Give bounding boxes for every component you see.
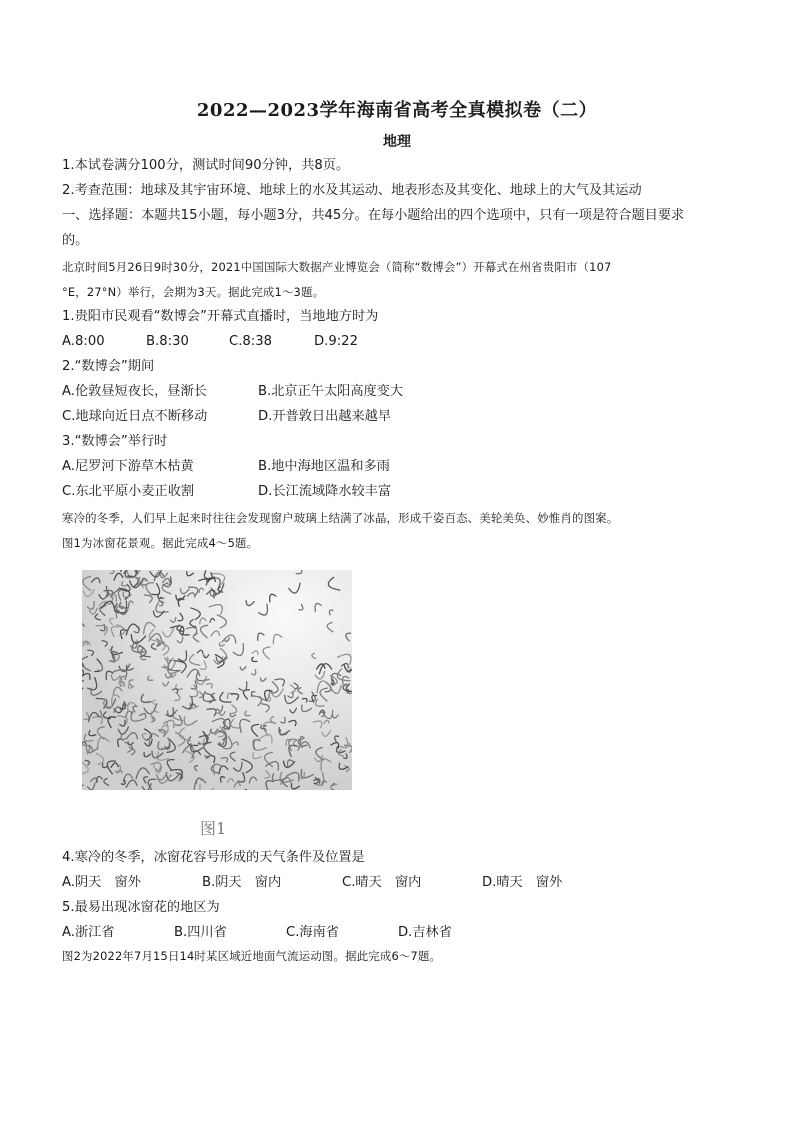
instruction-1: 1.本试卷满分100分，测试时间90分钟，共8页。 bbox=[62, 158, 350, 173]
question-1-option-a: A.8:00 bbox=[62, 334, 105, 349]
question-2-option-b: B.北京正午太阳高度变大 bbox=[258, 384, 404, 399]
frost-pattern-image bbox=[82, 570, 352, 790]
passage-3-line-1: 图2为2022年7月15日14时某区域近地面气流运动图。据此完成6～7题。 bbox=[62, 949, 442, 963]
question-3-option-a: A.尼罗河下游草木枯黄 bbox=[62, 459, 194, 474]
question-4-option-b: B.阴天 窗内 bbox=[202, 875, 282, 890]
question-4-stem: 4.寒冷的冬季，冰窗花容号形成的天气条件及位置是 bbox=[62, 850, 365, 865]
question-1-option-b: B.8:30 bbox=[146, 334, 189, 349]
question-1-stem: 1.贵阳市民观看“数博会”开幕式直播时，当地地方时为 bbox=[62, 309, 379, 324]
question-4-option-c: C.晴天 窗内 bbox=[342, 875, 422, 890]
question-2-stem: 2.“数博会”期间 bbox=[62, 359, 155, 374]
figure-1-caption: 图1 bbox=[200, 819, 227, 838]
passage-1-line-2: °E，27°N）举行，会期为3天。据此完成1～3题。 bbox=[62, 285, 325, 299]
question-2-option-a: A.伦敦昼短夜长，昼渐长 bbox=[62, 384, 207, 399]
question-5-stem: 5.最易出现冰窗花的地区为 bbox=[62, 900, 220, 915]
subject-heading: 地理 bbox=[383, 134, 411, 150]
section-heading: 一、选择题：本题共15小题，每小题3分，共45分。在每小题给出的四个选项中，只有一项是符合题目要求 bbox=[62, 208, 685, 223]
question-2-option-d: D.开普敦日出越来越早 bbox=[258, 409, 392, 424]
instruction-2: 2.考查范围：地球及其宇宙环境、地球上的水及其运动、地表形态及其变化、地球上的大气及其运动 bbox=[62, 183, 642, 198]
question-5-option-a: A.浙江省 bbox=[62, 925, 115, 940]
question-3-option-d: D.长江流域降水较丰富 bbox=[258, 484, 392, 499]
exam-title: 2022—2023学年海南省高考全真模拟卷（二） bbox=[196, 100, 598, 121]
question-3-stem: 3.“数博会”举行时 bbox=[62, 434, 168, 449]
question-2-option-c: C.地球向近日点不断移动 bbox=[62, 409, 208, 424]
question-1-option-d: D.9:22 bbox=[314, 334, 358, 349]
question-4-option-d: D.晴天 窗外 bbox=[482, 875, 563, 890]
question-4-option-a: A.阴天 窗外 bbox=[62, 875, 141, 890]
passage-2-line-2: 图1为冰窗花景观。据此完成4～5题。 bbox=[62, 536, 259, 550]
ice-window-flower-photo bbox=[82, 570, 352, 790]
question-3-option-b: B.地中海地区温和多雨 bbox=[258, 459, 390, 474]
question-5-option-b: B.四川省 bbox=[174, 925, 227, 940]
question-1-option-c: C.8:38 bbox=[229, 334, 273, 349]
question-5-option-c: C.海南省 bbox=[286, 925, 339, 940]
section-heading-cont: 的。 bbox=[62, 233, 89, 248]
question-3-option-c: C.东北平原小麦正收割 bbox=[62, 484, 195, 499]
passage-2-line-1: 寒冷的冬季，人们早上起来时往往会发现窗户玻璃上结满了冰晶，形成千姿百态、美轮美奂、妙惟肖的图案。 bbox=[62, 511, 619, 525]
passage-1-line-1: 北京时间5月26日9时30分，2021中国国际大数据产业博览会（简称“数博会”）开幕式在州省贵阳市（107 bbox=[62, 260, 612, 274]
question-5-option-d: D.吉林省 bbox=[398, 925, 452, 940]
